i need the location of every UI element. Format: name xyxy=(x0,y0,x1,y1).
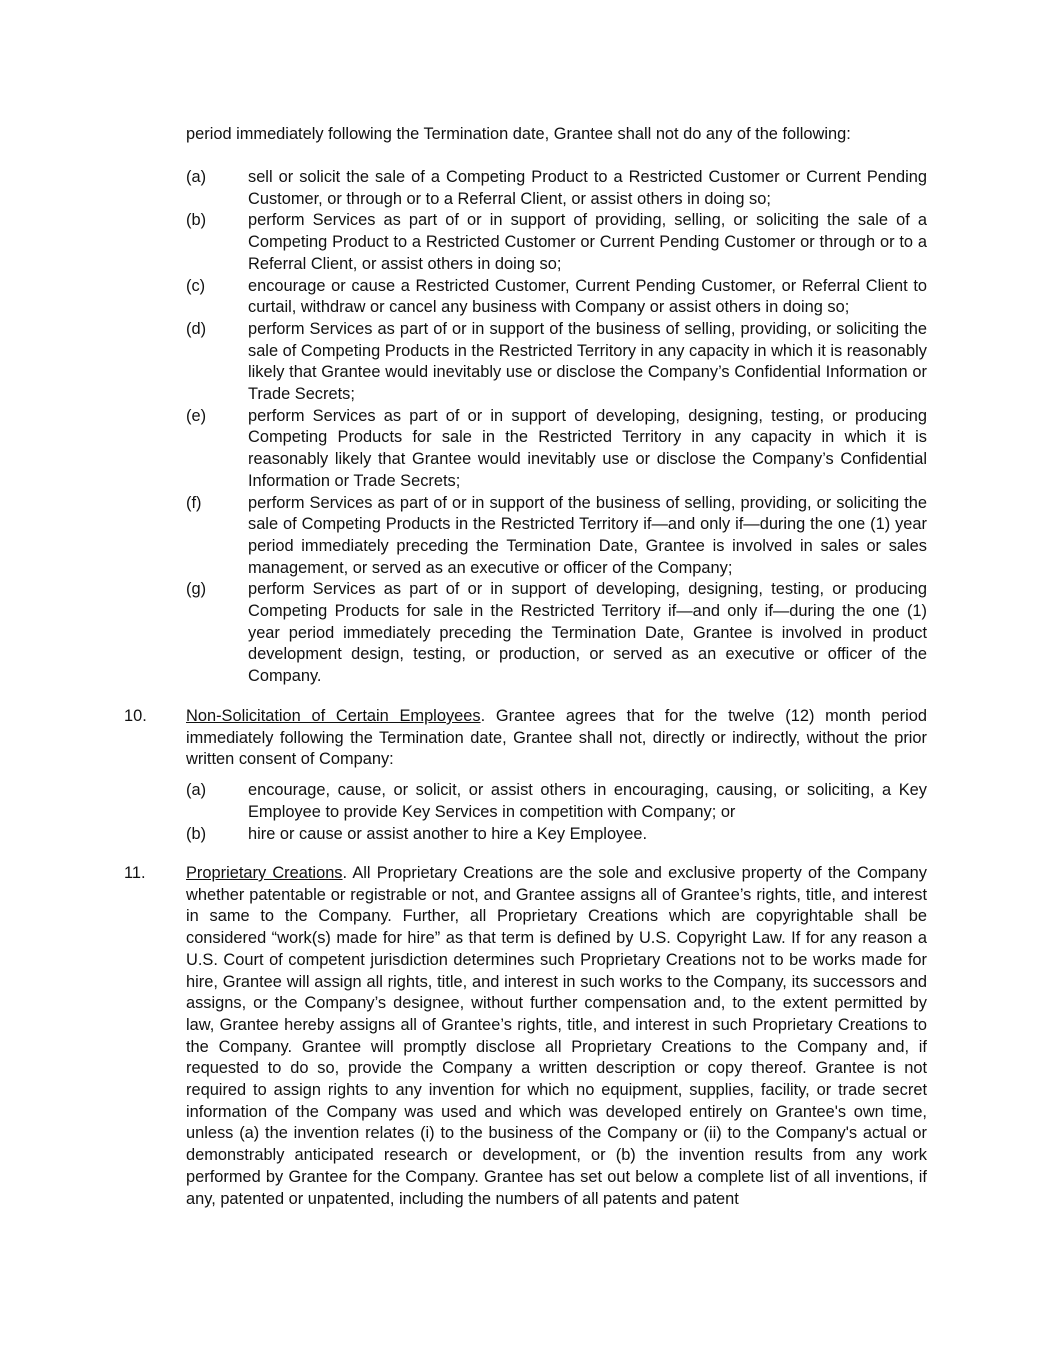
section-body xyxy=(186,863,927,1210)
section-10 xyxy=(124,706,927,845)
list-item-label: (a) xyxy=(186,168,207,186)
list-item xyxy=(186,276,927,319)
list-item xyxy=(186,406,927,493)
list-item-text: perform Services as part of or in support of providing, selling, or soliciting the sale of a Competing Product to a Restricted Customer or Current Pending Customer or through or to a Referral Client, or assist others in doing so; xyxy=(248,211,927,273)
list-item-text: perform Services as part of or in support of developing, designing, testing, or producing Competing Products for sale in the Restricted Territory if—and only if—during the one (1) year period immediately preceding the Termination Date, Grantee is involved in product development design, testing, or production, or served as an executive or officer of the Company. xyxy=(248,580,927,686)
list-item-label: (d) xyxy=(186,319,207,338)
list-item xyxy=(186,493,927,580)
list-item xyxy=(186,780,927,823)
list-item-text: perform Services as part of or in support of the business of selling, providing, or soliciting the sale of Competing Products in the Restricted Territory in any capacity in which it is reasonably likely that Grantee would inevitably use or disclose the Company’s Confidential Information or Trade Secrets; xyxy=(248,319,927,404)
list-item-label: (f) xyxy=(186,493,202,512)
restrictions-list xyxy=(186,167,927,688)
section-text: . All Proprietary Creations are the sole and exclusive property of the Company whether patentable or registrable or not, and Grantee assigns all of Grantee’s rights, title, and interest in same to the Company. Further, all Proprietary Creations which are copyrightable shall be considered “work(s) made for hire” as that term is defined by U.S. Copyright Law. If for any reason a U.S. Court of competent jurisdiction determines such Proprietary Creations not to be works made for hire, Grantee will assign all rights, title, and interest in such works to the Company, its successors and assigns, or the Company’s designee, without further compensation and, to the extent permitted by law, Grantee hereby assigns all of Grantee’s rights, title, and interest in such Proprietary Creations to the Company. Grantee will promptly disclose all Proprietary Creations to the Company and, if requested to do so, provide the Company a written description or copy thereof. Grantee is not required to assign rights to any invention for which no equipment, supplies, facility, or trade secret information of the Company was used and which was developed entirely on Grantee's own time, unless (a) the invention relates (i) to the business of the Company or (ii) to the Company's actual or demonstrably anticipated research or development, or (b) the invention results from any work performed by Grantee for the Company. Grantee has set out below a complete list of all inventions, if any, patented or unpatented, including the numbers of all patents and patent xyxy=(186,864,927,1208)
list-item-text: sell or solicit the sale of a Competing Product to a Restricted Customer or Current Pending Customer, or through or to a Referral Client, or assist others in doing so; xyxy=(248,168,927,208)
list-item-label: (a) xyxy=(186,781,207,800)
list-item-label: (b) xyxy=(186,824,207,843)
section-heading: Proprietary Creations xyxy=(186,864,343,882)
list-item-text: encourage or cause a Restricted Customer, Current Pending Customer, or Referral Client to curtail, withdraw or cancel any business with Company or assist others in doing so; xyxy=(248,276,927,317)
list-item-label: (c) xyxy=(186,276,206,295)
list-item xyxy=(186,319,927,406)
list-item xyxy=(186,579,927,688)
list-item-text: perform Services as part of or in support of developing, designing, testing, or producing Competing Products for sale in the Restricted Territory in any capacity in which it is reasonably likely that Grantee would inevitably use or disclose the Company’s Confidential Information or Trade Secrets; xyxy=(248,406,927,490)
list-item xyxy=(186,167,927,210)
section-number: 11. xyxy=(124,864,146,882)
section-text: . Grantee agrees that for the twelve (12) month period immediately following the Termination date, Grantee shall not, directly or indirectly, without the prior written consent of Company: xyxy=(186,707,928,769)
section-10-list xyxy=(186,780,927,845)
section-number: 10. xyxy=(124,707,147,725)
intro-paragraph: period immediately following the Termination date, Grantee shall not do any of the following: xyxy=(186,125,851,143)
list-item xyxy=(186,824,927,846)
list-item-label: (b) xyxy=(186,211,207,230)
section-body xyxy=(186,706,927,771)
list-item-label: (g) xyxy=(186,580,207,599)
list-item-text: encourage, cause, or solicit, or assist others in encouraging, causing, or soliciting, a Key Employee to provide Key Services in competition with Company; or xyxy=(248,781,927,821)
section-heading: Non-Solicitation of Certain Employees xyxy=(186,707,481,725)
section-11 xyxy=(124,863,927,1210)
list-item-label: (e) xyxy=(186,406,207,425)
list-item-text: hire or cause or assist another to hire a Key Employee. xyxy=(248,824,648,843)
list-item-text: perform Services as part of or in support of the business of selling, providing, or soliciting the sale of Competing Products in the Restricted Territory if—and only if—during the one (1) year period immediately preceding the Termination Date, Grantee is involved in sales or sales management, or served as an executive or officer of the Company; xyxy=(248,493,927,577)
list-item xyxy=(186,210,927,275)
